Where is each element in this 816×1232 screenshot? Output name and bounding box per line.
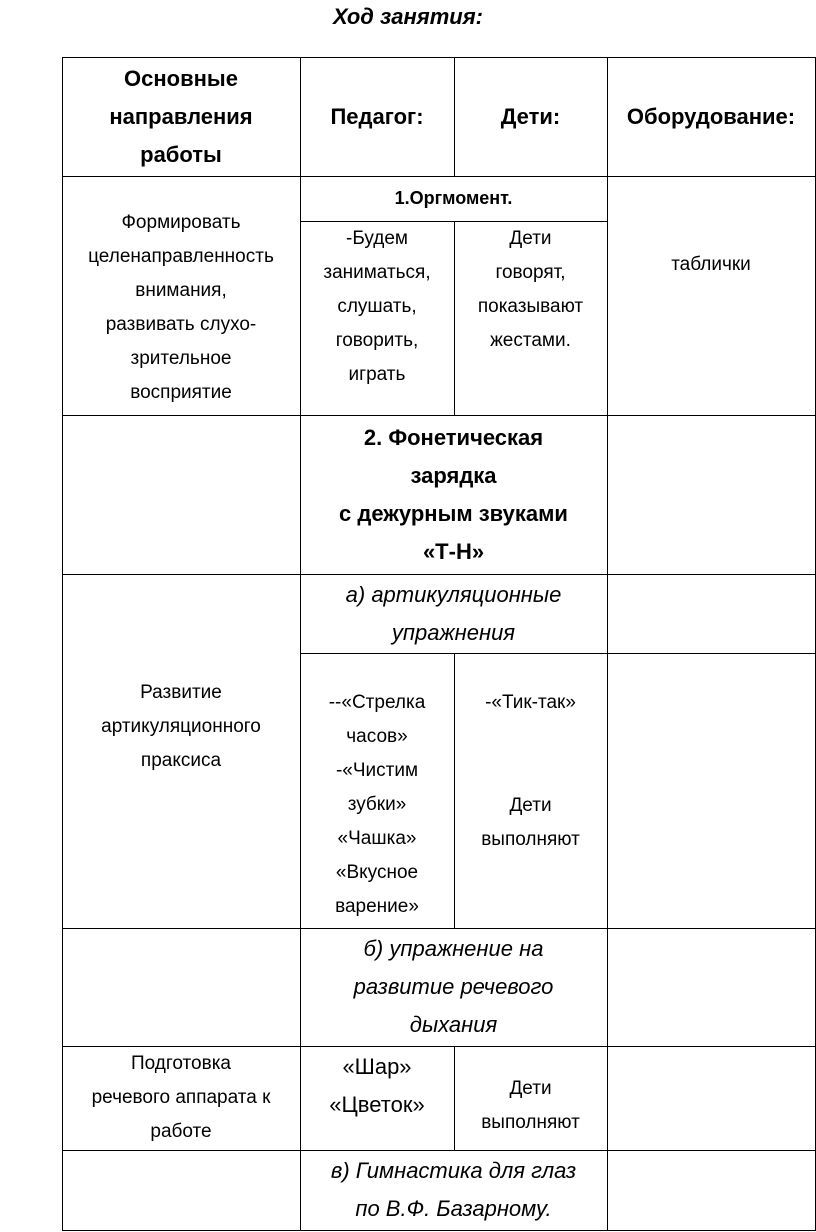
- section-phonetic: 2. Фонетическая зарядка с дежурным звуками «Т-Н»: [339, 424, 568, 564]
- header-directions: Основные направления работы: [109, 65, 253, 167]
- header-equipment: Оборудование:: [626, 103, 796, 129]
- row4-teacher: --«Стрелка часов» -«Чистим зубки» «Чашка» «Вкусное варение»: [328, 692, 426, 917]
- section-orgmoment: 1.Оргмомент.: [394, 188, 513, 208]
- row4-direction: Развитие артикуляционного праксиса: [101, 682, 261, 771]
- row6-teacher: «Шар» «Цветок»: [329, 1054, 425, 1117]
- row1-teacher: -Будем заниматься, слушать, говорить, играть: [323, 228, 431, 385]
- row6-direction: Подготовка речевого аппарата к работе: [91, 1053, 271, 1142]
- row4-children-top: -«Тик-так»: [485, 692, 576, 713]
- row1-children: Дети говорят, показывают жестами.: [477, 228, 584, 351]
- section-articulation: а) артикуляционные упражнения: [345, 581, 562, 645]
- header-teacher: Педагог:: [330, 103, 424, 129]
- section-eye-gymnastics: в) Гимнастика для глаз по В.Ф. Базарному.: [330, 1158, 577, 1221]
- row4-children-bottom: Дети выполняют: [481, 795, 580, 850]
- page-title: Ход занятия:: [333, 4, 483, 29]
- row1-equipment: таблички: [671, 254, 751, 275]
- row6-children: Дети выполняют: [481, 1078, 580, 1133]
- header-children: Дети:: [500, 103, 561, 129]
- row1-direction: Формировать целенаправленность внимания, развивать слухо- зрительное восприятие: [88, 212, 274, 403]
- section-breathing: б) упражнение на развитие речевого дыхания: [353, 936, 554, 1037]
